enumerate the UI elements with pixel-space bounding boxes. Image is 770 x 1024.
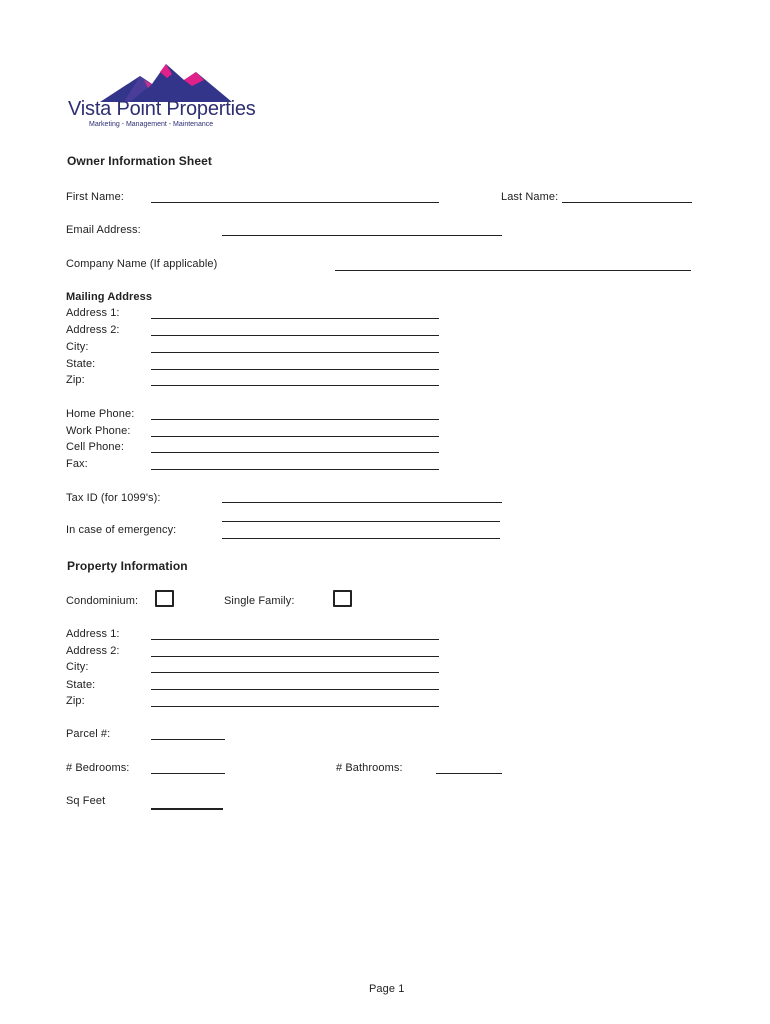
property-info-heading: Property Information: [67, 559, 188, 573]
property-address2-label: Address 2:: [66, 645, 120, 657]
owner-address2-label: Address 2:: [66, 324, 120, 336]
logo-wordmark: Vista Point Properties: [68, 98, 256, 120]
cell-phone-label: Cell Phone:: [66, 441, 124, 453]
fax-label: Fax:: [66, 458, 88, 470]
home-phone-label: Home Phone:: [66, 408, 135, 420]
tax-id-field[interactable]: [222, 502, 502, 503]
property-city-label: City:: [66, 661, 89, 673]
property-zip-field[interactable]: [151, 706, 439, 707]
last-name-label: Last Name:: [501, 191, 559, 203]
owner-city-label: City:: [66, 341, 89, 353]
mountain-logo-icon: [100, 62, 232, 102]
mailing-address-heading: Mailing Address: [66, 291, 153, 303]
owner-address1-field[interactable]: [151, 318, 439, 319]
property-zip-label: Zip:: [66, 695, 85, 707]
bathrooms-label: # Bathrooms:: [336, 762, 403, 774]
sq-feet-label: Sq Feet: [66, 795, 106, 807]
owner-address2-field[interactable]: [151, 335, 439, 336]
owner-zip-label: Zip:: [66, 374, 85, 386]
page-number: Page 1: [369, 983, 405, 995]
owner-state-field[interactable]: [151, 369, 439, 370]
email-field[interactable]: [222, 235, 502, 236]
condominium-checkbox[interactable]: [155, 590, 174, 607]
emergency-field-line2[interactable]: [222, 538, 500, 539]
emergency-label: In case of emergency:: [66, 524, 177, 536]
owner-city-field[interactable]: [151, 352, 439, 353]
emergency-field-line1[interactable]: [222, 521, 500, 522]
company-field[interactable]: [335, 270, 691, 271]
property-city-field[interactable]: [151, 672, 439, 673]
property-state-field[interactable]: [151, 689, 439, 690]
first-name-label: First Name:: [66, 191, 124, 203]
owner-address1-label: Address 1:: [66, 307, 120, 319]
parcel-label: Parcel #:: [66, 728, 111, 740]
last-name-field[interactable]: [562, 202, 692, 203]
owner-state-label: State:: [66, 358, 96, 370]
bedrooms-field[interactable]: [151, 773, 225, 774]
company-label: Company Name (If applicable): [66, 258, 218, 270]
fax-field[interactable]: [151, 469, 439, 470]
work-phone-field[interactable]: [151, 436, 439, 437]
property-address2-field[interactable]: [151, 656, 439, 657]
first-name-field[interactable]: [151, 202, 439, 203]
tax-id-label: Tax ID (for 1099's):: [66, 492, 161, 504]
email-label: Email Address:: [66, 224, 141, 236]
sq-feet-field[interactable]: [151, 808, 223, 810]
property-state-label: State:: [66, 679, 96, 691]
property-address1-field[interactable]: [151, 639, 439, 640]
property-address1-label: Address 1:: [66, 628, 120, 640]
page-title: Owner Information Sheet: [67, 154, 212, 168]
single-family-label: Single Family:: [224, 595, 295, 607]
condominium-label: Condominium:: [66, 595, 139, 607]
single-family-checkbox[interactable]: [333, 590, 352, 607]
cell-phone-field[interactable]: [151, 452, 439, 453]
logo-tagline: Marketing - Management - Maintenance: [89, 121, 214, 128]
bedrooms-label: # Bedrooms:: [66, 762, 130, 774]
work-phone-label: Work Phone:: [66, 425, 131, 437]
home-phone-field[interactable]: [151, 419, 439, 420]
bathrooms-field[interactable]: [436, 773, 502, 774]
owner-zip-field[interactable]: [151, 385, 439, 386]
parcel-field[interactable]: [151, 739, 225, 740]
